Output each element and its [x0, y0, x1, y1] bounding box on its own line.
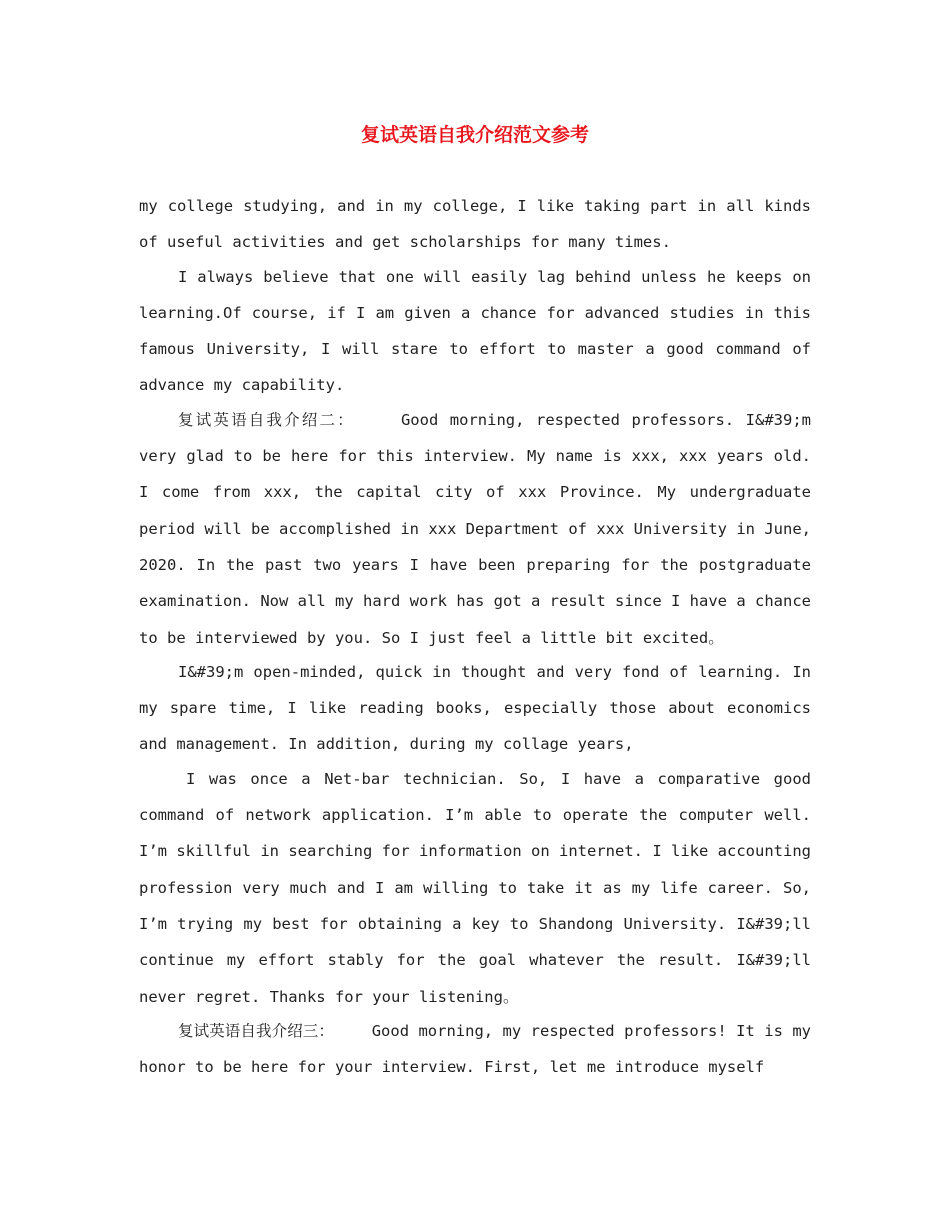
paragraph-1: my college studying, and in my college, I like taking part in all kinds of useful activities and get scholarships for many times. [139, 197, 811, 252]
paragraph-3: 复试英语自我介绍二： Good morning, respected professors. I&#39;m very glad to be here for this interview. My name is xxx, xxx years old. I come from xxx, the capital city of xxx Province. My undergraduate period will be accomplished in xxx Department of xxx University in June, 2020. In the past two years I have been preparing for the postgraduate examination. Now all my hard work has got a result since I have a chance to be interviewed by you. So I just feel a little bit excited。 [139, 410, 821, 647]
document-body [139, 188, 821, 1083]
paragraph-6: 复试英语自我介绍三： Good morning, my respected professors! It is my honor to be here for your interview. First, let me introduce myself [139, 1021, 821, 1077]
document-title: 复试英语自我介绍范文参考 [360, 124, 589, 146]
paragraph-2: I always believe that one will easily lag behind unless he keeps on learning.Of course, if I am given a chance for advanced studies in this famous University, I will stare to effort to master a good command of advance my capability. [139, 267, 811, 395]
paragraph-5: I was once a Net-bar technician. So, I have a comparative good command of network application. I’m able to operate the computer well. I’m skillful in searching for information on internet. I like accounting profession very much and I am willing to take it as my life career. So, I’m trying my best for obtaining a key to Shandong University. I&#39;ll continue my effort stably for the goal whatever the result. I&#39;ll never regret. Thanks for your listening。 [139, 769, 811, 1006]
paragraph-4: I&#39;m open-minded, quick in thought and very fond of learning. In my spare time, I like reading books, especially those about economics and management. In addition, during my collage years, [139, 662, 811, 754]
